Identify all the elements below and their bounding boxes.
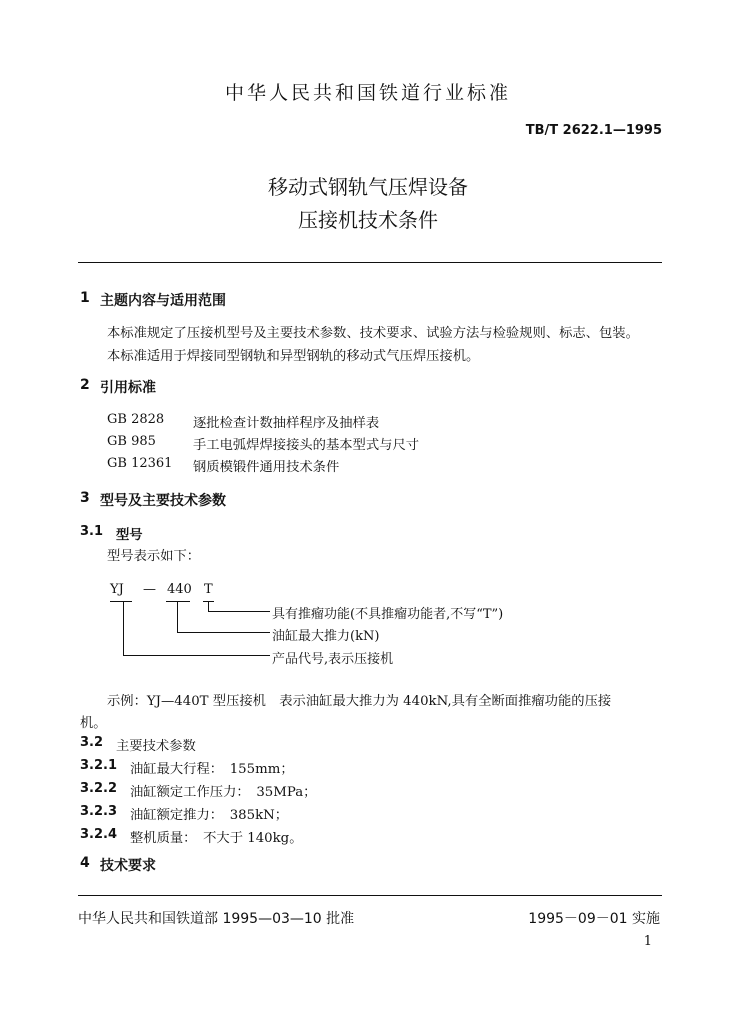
reference-title: 手工电弧焊焊接接头的基本型式与尺寸 bbox=[193, 438, 420, 453]
section-1-paragraph-1: 本标准规定了压接机型号及主要技术参数、技术要求、试验方法与检验规则、标志、包装。 bbox=[107, 326, 639, 341]
model-connector-440 bbox=[177, 632, 270, 633]
model-connector-yj bbox=[123, 601, 124, 656]
parameter-text: 油缸额定推力： 385kN； bbox=[130, 808, 289, 823]
parameter-text: 油缸额定工作压力： 35MPa； bbox=[130, 785, 317, 800]
model-dash: — bbox=[143, 582, 156, 597]
parameter-number: 3.2.3 bbox=[80, 804, 118, 819]
model-intro: 型号表示如下： bbox=[107, 549, 201, 564]
approval-statement: 中华人民共和国铁道部 1995—03—10 批准 bbox=[78, 911, 355, 927]
subsection-3-1-heading: 型号 bbox=[116, 528, 143, 543]
model-connector-yj bbox=[123, 655, 270, 656]
model-connector-t bbox=[208, 611, 270, 612]
model-part-440: 440 bbox=[167, 582, 192, 597]
section-3-number: 3 bbox=[80, 490, 90, 506]
section-1-number: 1 bbox=[80, 290, 90, 306]
header-divider bbox=[78, 262, 662, 263]
model-part-t: T bbox=[204, 582, 213, 597]
section-1-paragraph-2: 本标准适用于焊接同型钢轨和异型钢轨的移动式气压焊压接机。 bbox=[107, 349, 480, 364]
parameter-number: 3.2.2 bbox=[80, 781, 118, 796]
model-label-t: 具有推瘤功能(不具推瘤功能者,不写“T”) bbox=[272, 607, 504, 622]
document-title-line1: 移动式钢轨气压焊设备 bbox=[268, 175, 468, 199]
effective-date: 1995－09－01 实施 bbox=[528, 911, 660, 927]
footer-divider bbox=[78, 895, 662, 896]
issuing-organization: 中华人民共和国铁道行业标准 bbox=[224, 82, 511, 104]
parameter-text: 油缸最大行程： 155mm； bbox=[130, 762, 294, 777]
parameter-number: 3.2.4 bbox=[80, 827, 118, 842]
model-connector-440 bbox=[177, 601, 178, 633]
section-1-heading: 主题内容与适用范围 bbox=[100, 293, 226, 309]
example-line-1: 示例：YJ—440T 型压接机 表示油缸最大推力为 440kN,具有全断面推瘤功能的压接 bbox=[107, 694, 612, 709]
document-title-line2: 压接机技术条件 bbox=[298, 208, 438, 232]
section-2-heading: 引用标准 bbox=[100, 380, 156, 396]
standard-code: TB/T 2622.1—1995 bbox=[525, 123, 662, 138]
reference-code: GB 985 bbox=[107, 434, 156, 449]
reference-code: GB 12361 bbox=[107, 456, 173, 471]
subsection-3-2-heading: 主要技术参数 bbox=[116, 739, 196, 754]
page-number: 1 bbox=[643, 934, 652, 949]
parameter-text: 整机质量： 不大于 140kg。 bbox=[130, 831, 303, 846]
section-4-heading: 技术要求 bbox=[100, 858, 156, 874]
model-part-yj: YJ bbox=[110, 582, 124, 597]
example-line-2: 机。 bbox=[80, 716, 107, 731]
model-label-440: 油缸最大推力(kN) bbox=[272, 629, 380, 644]
subsection-3-1-number: 3.1 bbox=[80, 524, 104, 539]
section-2-number: 2 bbox=[80, 377, 90, 393]
model-label-yj: 产品代号,表示压接机 bbox=[272, 652, 394, 667]
model-underline-yj bbox=[110, 601, 132, 602]
section-4-number: 4 bbox=[80, 855, 90, 871]
section-3-heading: 型号及主要技术参数 bbox=[100, 493, 226, 509]
subsection-3-2-number: 3.2 bbox=[80, 735, 104, 750]
reference-title: 钢质模锻件通用技术条件 bbox=[193, 460, 340, 475]
model-underline-440 bbox=[166, 601, 190, 602]
reference-title: 逐批检查计数抽样程序及抽样表 bbox=[193, 416, 380, 431]
reference-code: GB 2828 bbox=[107, 412, 165, 427]
parameter-number: 3.2.1 bbox=[80, 758, 118, 773]
